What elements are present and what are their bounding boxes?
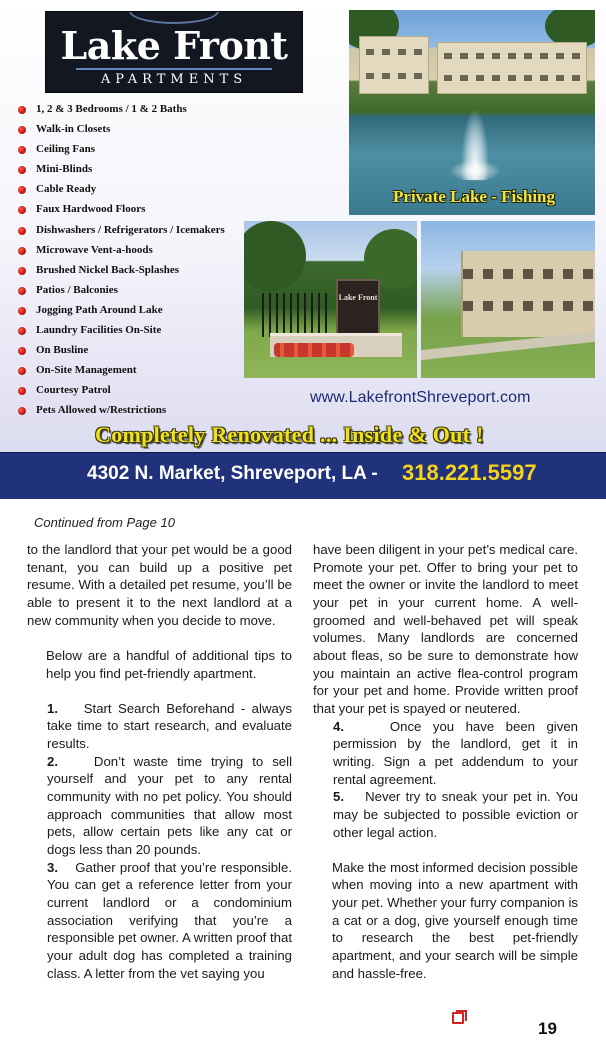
tip-number: 1. xyxy=(47,700,58,716)
amenity-label: Faux Hardwood Floors xyxy=(36,203,146,216)
tip-number: 5. xyxy=(333,789,344,805)
tip-number: 3. xyxy=(47,859,58,875)
amenity-item xyxy=(18,159,225,179)
amenity-item xyxy=(18,199,225,219)
window-row xyxy=(444,53,580,59)
red-bullet-icon xyxy=(18,347,26,355)
window-row xyxy=(463,269,595,279)
amenity-item xyxy=(18,260,225,280)
red-bullet-icon xyxy=(18,367,26,375)
red-bullet-icon xyxy=(18,206,26,214)
red-bullet-icon xyxy=(18,166,26,174)
amenity-item xyxy=(18,280,225,300)
red-bullet-icon xyxy=(18,267,26,275)
apartment-building xyxy=(461,251,595,337)
tip-item xyxy=(313,718,578,789)
tree-shape xyxy=(244,221,306,291)
red-bullet-icon xyxy=(18,387,26,395)
paragraph: Make the most informed decision possible when moving into a new apartment with your pet. Whether your furry companion is a cat or a dog, give yourself enough time to research the best pet-friendly apartment, and your search will be simple and hassle-free. xyxy=(332,859,578,981)
amenity-label: Walk-in Closets xyxy=(36,123,111,136)
paragraph: to the landlord that your pet would be a good tenant, you can build up a positive pet resume. With a detailed pet resume, you’ll be able to present it to the next landlord at a new community when you decide to move. xyxy=(27,542,292,628)
logo-title: Lake Front xyxy=(60,23,288,68)
red-bullet-icon xyxy=(18,186,26,194)
amenity-label: On Busline xyxy=(36,344,89,357)
red-bullet-icon xyxy=(18,307,26,315)
red-bullet-icon xyxy=(18,106,26,114)
amenities-list xyxy=(18,99,225,421)
address-text: 4302 N. Market, Shreveport, LA - xyxy=(87,463,378,484)
amenity-item xyxy=(18,320,225,340)
flower-bed xyxy=(274,343,354,357)
window-row xyxy=(366,73,422,79)
amenity-label: Brushed Nickel Back-Splashes xyxy=(36,263,180,276)
amenity-label: Dishwashers / Refrigerators / Icemakers xyxy=(36,223,225,236)
amenity-item xyxy=(18,380,225,400)
red-bullet-icon xyxy=(18,227,26,235)
amenity-item xyxy=(18,300,225,320)
entrance-sign xyxy=(336,279,380,339)
lake-front-advertisement xyxy=(0,0,606,452)
window-row xyxy=(444,75,580,81)
red-bullet-icon xyxy=(18,327,26,335)
page-number: 19 xyxy=(538,1019,557,1038)
amenity-label: Patios / Balconies xyxy=(36,283,118,296)
tip-number: 4. xyxy=(333,718,344,734)
red-bullet-icon xyxy=(18,407,26,415)
tip-number: 2. xyxy=(47,753,58,769)
amenity-label: Mini-Blinds xyxy=(36,163,93,176)
amenity-item xyxy=(18,139,225,159)
amenity-item xyxy=(18,179,225,199)
lake-fountain-photo xyxy=(349,10,595,215)
continued-from-note: Continued from Page 10 xyxy=(34,515,175,530)
amenity-label: Courtesy Patrol xyxy=(36,384,111,397)
tip-text: Don’t waste time trying to sell yourself and your pet to any rental community with no pet policy. You should approach communities that allow most pets, allow certain pets like any cat or dogs less than 20 pounds. xyxy=(47,753,292,858)
tip-text: Gather proof that you’re responsible. You can get a reference letter from your current landlord or a condominium association verifying that you’re a responsible pet owner. A written proof that your adult dog has completed a training class. A letter from the vet saying you xyxy=(47,859,292,981)
amenity-label: Laundry Facilities On-Site xyxy=(36,324,162,337)
tip-text: Once you have been given permission by the landlord, get it in writing. Sign a pet addendum to your rental agreement. xyxy=(333,718,578,787)
red-bullet-icon xyxy=(18,287,26,295)
amenity-label: Jogging Path Around Lake xyxy=(36,303,163,316)
paragraph: Below are a handful of additional tips to help you find pet-friendly apartment. xyxy=(46,647,292,681)
lake-front-logo xyxy=(45,11,303,93)
amenity-label: Ceiling Fans xyxy=(36,143,95,156)
amenity-item xyxy=(18,400,225,420)
red-bullet-icon xyxy=(18,126,26,134)
red-bullet-icon xyxy=(18,247,26,255)
amenity-label: Pets Allowed w/Restrictions xyxy=(36,404,167,417)
photo-caption: Private Lake - Fishing xyxy=(393,187,555,206)
phone-number[interactable]: 318.221.5597 xyxy=(402,460,537,485)
tip-item xyxy=(313,788,578,841)
amenity-label: Microwave Vent-a-hoods xyxy=(36,243,153,256)
townhomes-photo xyxy=(421,221,595,378)
article-column-right xyxy=(313,541,578,982)
amenity-item xyxy=(18,99,225,119)
iron-fence xyxy=(262,293,332,337)
renovated-headline: Completely Renovated ... Inside & Out ! xyxy=(95,422,484,447)
sign-text: Lake Front xyxy=(338,293,378,302)
apartment-building xyxy=(437,42,587,94)
amenity-item xyxy=(18,340,225,360)
amenity-label: 1, 2 & 3 Bedrooms / 1 & 2 Baths xyxy=(36,103,187,115)
amenity-label: Cable Ready xyxy=(36,183,97,196)
window-row xyxy=(463,301,595,311)
website-link[interactable]: www.LakefrontShreveport.com xyxy=(310,389,531,406)
tip-item xyxy=(27,859,292,983)
tip-text: Never try to sneak your pet in. You may be subjected to possible eviction or other legal action. xyxy=(333,789,579,840)
paragraph: have been diligent in your pet’s medical care. Promote your pet. Offer to bring your pet to meet the owner or invite the landlord to meet your pet in your current home. A well-groomed and well-behaved pet will speak volumes. Many landlords are concerned about fleas, so be sure to demonstrate how you maintain an active flea-control program for your pet and home. Provide written proof that your pet is spayed or neutered. xyxy=(313,542,578,716)
amenity-item xyxy=(18,360,225,380)
tip-item xyxy=(27,753,292,859)
logo-wave-line xyxy=(76,68,272,70)
red-bullet-icon xyxy=(18,146,26,154)
tip-text: Start Search Beforehand - always take time to start research, and evaluate results. xyxy=(47,700,292,752)
amenity-item xyxy=(18,240,225,260)
contact-bar xyxy=(0,452,606,499)
window-row xyxy=(366,49,422,55)
apartment-building xyxy=(359,36,429,94)
end-of-article-mark-icon xyxy=(452,1012,464,1024)
fountain-splash xyxy=(449,160,501,182)
logo-subtitle: APARTMENTS xyxy=(100,72,248,87)
amenity-label: On-Site Management xyxy=(36,364,137,377)
entrance-sign-photo xyxy=(244,221,417,378)
amenity-item xyxy=(18,119,225,139)
article-column-left xyxy=(27,541,292,982)
amenity-item xyxy=(18,220,225,240)
tip-item xyxy=(27,700,292,753)
